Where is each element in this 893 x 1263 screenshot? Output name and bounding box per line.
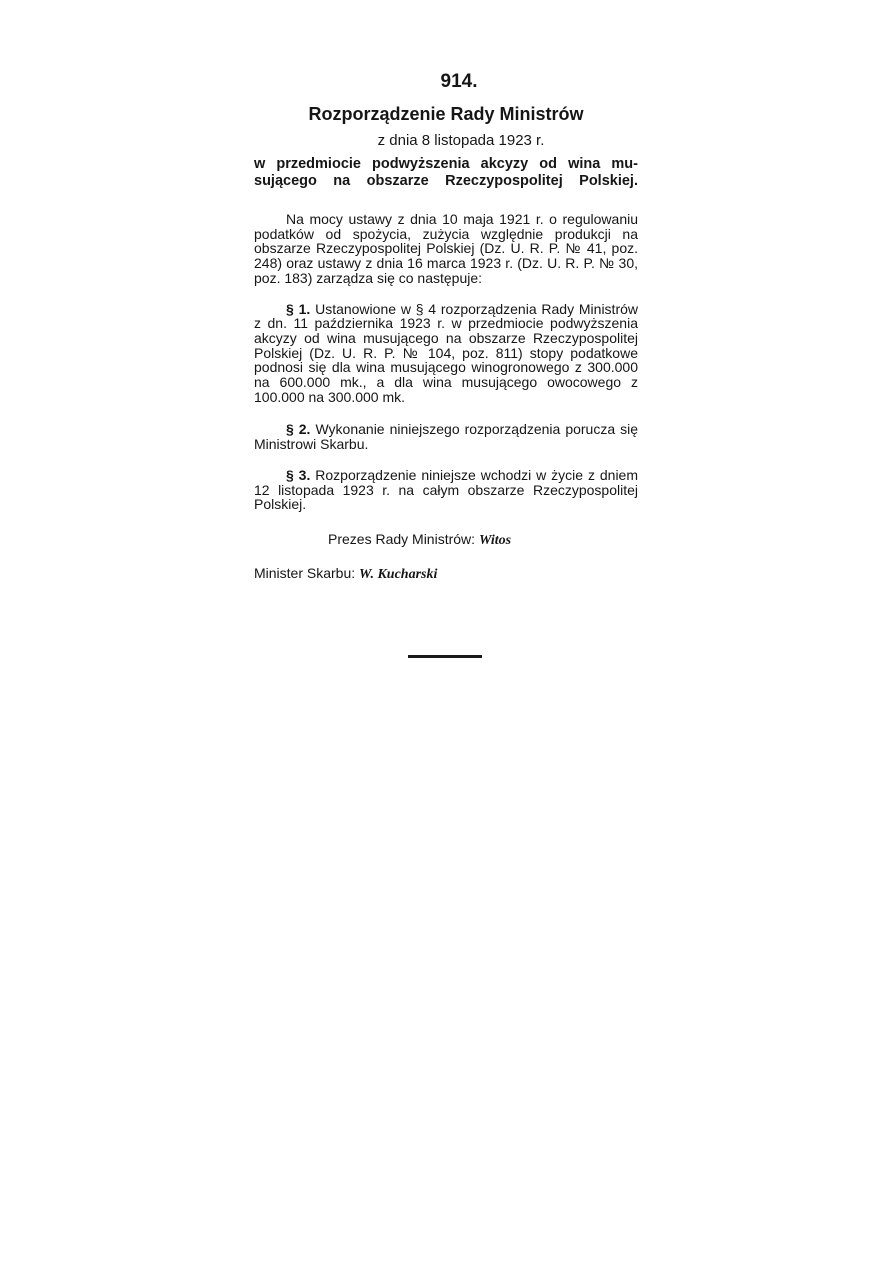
act-number: 914. bbox=[440, 71, 478, 92]
section-2-text: Wykonanie niniejszego rozporządzenia porucza się Ministrowi Skarbu. bbox=[254, 421, 639, 453]
document-page bbox=[254, 68, 638, 584]
section-1 bbox=[254, 302, 638, 405]
act-subject bbox=[254, 156, 638, 190]
subject-line-2: sującego na obszarze Rzeczypospolitej Polskiej. bbox=[254, 173, 638, 189]
section-3-label: § 3. bbox=[286, 466, 311, 483]
section-1-label: § 1. bbox=[286, 300, 311, 317]
subject-line-1: w przedmiocie podwyższenia akcyzy od wina mu- bbox=[254, 156, 638, 172]
signature-2-role: Minister Skarbu: bbox=[254, 564, 356, 581]
signature-1-name: Witos bbox=[478, 532, 512, 548]
section-2-label: § 2. bbox=[286, 421, 311, 438]
signature-2-name: W. Kucharski bbox=[359, 566, 438, 582]
section-2 bbox=[254, 422, 638, 451]
signature-1-role: Prezes Rady Ministrów: bbox=[328, 530, 476, 547]
act-date: z dnia 8 listopada 1923 r. bbox=[377, 132, 545, 149]
section-1-text: Ustanowione w § 4 rozporządzenia Rady Ministrów z dn. 11 października 1923 r. w przedmiocie podwyższenia akcyzy od wina musującego na obszarze Rzeczypospolitej Polskiej (Dz. U. R. P. № 104, poz. 811) stopy podatkowe podnosi się dla wina musującego winogronowego z 300.000 na 600.000 mk., a dla wina musującego owocowego z 100.000 na 300.000 mk. bbox=[254, 300, 639, 405]
signature-finance-minister bbox=[254, 564, 638, 584]
closing-rule bbox=[408, 655, 482, 658]
act-title: Rozporządzenie Rady Ministrów bbox=[308, 104, 584, 124]
intro-paragraph: Na mocy ustawy z dnia 10 maja 1921 r. o regulowaniu podatków od spożycia, zużycia względnie produkcji na obszarze Rzeczypospolitej Polskiej (Dz. U. R. P. № 41, poz. 248) oraz ustawy z dnia 16 marca 1923 r. (Dz. U. R. P. № 30, poz. 183) zarządza się co następuje: bbox=[254, 211, 638, 286]
signature-prime-minister bbox=[254, 530, 638, 550]
section-3 bbox=[254, 468, 638, 512]
section-3-text: Rozporządzenie niniejsze wchodzi w życie z dniem 12 listopada 1923 r. na całym obszarze Rzeczypospolitej Polskiej. bbox=[254, 466, 639, 513]
